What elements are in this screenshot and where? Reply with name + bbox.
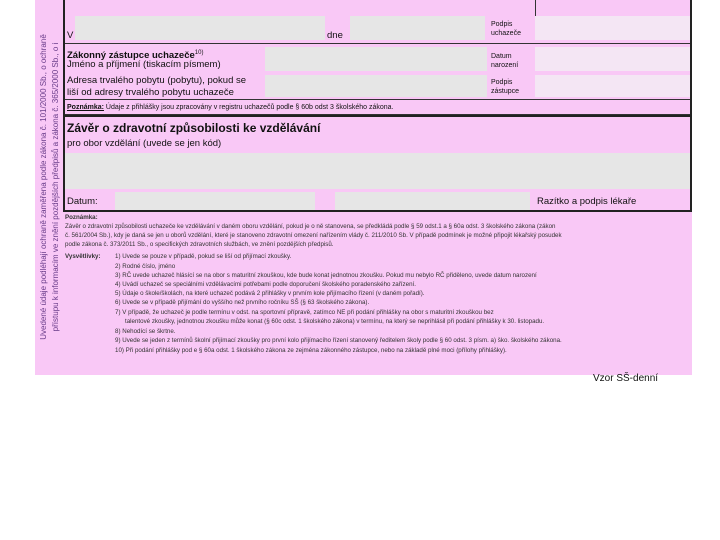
health-field[interactable] [65,153,690,189]
note-line-13: 9) Uvede se jeden z termínů školní přijímací zkoušky pro první kolo přijímacího řízení stanovený ředitelem školy podle § 60 odst. 3 písm. a) ško. školského zákona. [115,337,562,344]
date-word: dne [327,30,343,41]
guardian-dob-label: Datum narození [491,53,519,69]
guardian-name-field[interactable] [265,47,487,71]
note-line-1: Závěr o zdravotní způsobilosti uchazeče ke vzdělávání v daném oboru vzdělání, pokud je o ně stanovena, se předkládá podle § 59 odst.1 a § 60a odst. 3 školského zákona (zákon [65,223,556,230]
health-date-field[interactable] [115,192,315,210]
guardian-footnote: 10) [194,50,204,56]
note-line-4: 1) Uvede se pouze v případě, pokud se liší od přijímací zkoušky. [115,253,292,260]
side-privacy-note [33,4,67,370]
form-template-label: Vzor SŠ-denní [593,373,659,384]
registry-note-row [65,100,690,115]
health-title: Závěr o zdravotní způsobilosti ke vzdělávání [67,121,321,135]
note-line-3: podle zákona č. 373/2011 Sb., o specifických zdravotních službách, ve znění pozdějších předpisů. [65,241,334,248]
guardian-dob-field[interactable] [535,47,690,71]
place-field[interactable] [75,16,325,40]
note-line-8: 5) Údaje o škole/školách, na které uchazeč podává 2 přihlášky v prvním kole přijímacího řízení (v daném pořadí). [115,290,425,297]
note-line-11: talentové zkoušky, jednotnou zkoušku může konat (§ 60c odst. 1 školského zákona) v termínu, na který se neprihlásil při podání přihlášky k 30. listopadu. [125,318,545,325]
guardian-address-label: Adresa trvalého pobytu (pobytu), pokud se liší od adresy trvalého pobytu uchazeče [67,75,247,98]
applicant-signature-field[interactable] [535,16,690,40]
note-line-14: 10) Při podání přihlášky pod e § 60a odst. 1 školského zákona ze zejména zákonného zástupce, nebo na základě plné moci (přílohy přihlášky). [115,347,507,354]
explanatory-notes [63,212,692,370]
notes-lead: Vysvětlivky: [65,253,101,260]
side-note-line-2: přístupu k informacím ve znění pozdějších předpisů a zákona č. 365/2000 Sb., o i [51,42,60,332]
note-line-7: 4) Uvádí uchazeč se speciálními vzdělávacími potřebami podle doporučení školského poradenského zařízení. [115,281,416,288]
place-prefix: V [67,30,74,41]
date-field[interactable] [350,16,485,40]
side-note-line-1: Uvedené údaje podléhají ochraně zaměřena podle zákona č. 101/2000 Sb., o ochraně [39,34,48,340]
guardian-signature-field[interactable] [535,75,690,97]
applicant-signature-label: Podpis uchazeče [491,21,521,37]
registry-note: Poznámka: Údaje z přihlášky jsou zpracovány v registru uchazečů podle § 60b odst 3 školského zákona. [67,104,394,111]
health-subtitle: pro obor vzdělání (uvede se jen kód) [67,138,222,149]
guardian-address-field[interactable] [265,75,487,97]
note-line-10: 7) V případě, že uchazeč je podle termínu v odst. na sportovní přípravě, zatímco NE při podání přihlášky na obor s maturitní zkouškou bez [115,309,494,316]
place-date-row [65,0,690,44]
application-form [63,0,692,212]
guardian-title: Zákonný zástupce uchazeče$^{10)}$ [67,50,204,62]
note-line-9: 6) Uvede se v případě přijímání do vyššího než prvního ročníku SŠ (§ 63 školského zákona). [115,299,370,306]
guardian-row [65,44,690,100]
note-line-2: č. 561/2004 Sb.), kdy je daná se jen u oborů vzdělání, které je stanoveno zdravotní omezení nařízením vlády č. 211/2010 Sb. V případě podmínek je možné připojit lékařský posudek [65,232,562,239]
doctor-stamp-field[interactable] [335,192,530,210]
health-section [65,115,690,214]
note-line-5: 2) Rodné číslo, jméno [115,263,176,270]
doctor-stamp-label: Razítko a podpis lékaře [537,196,637,207]
note-line-6: 3) RČ uvede uchazeč hlásící se na obor s maturitní zkouškou, kde bude konat jednotnou zkoušku. Pokud mu nebylo RČ přiděleno, uvede datum narození [115,272,537,279]
health-date-label: Datum: [67,196,98,207]
notes-title: Poznámka: [65,214,98,221]
guardian-name-label: Jméno a příjmení (tiskacím písmem) [67,59,221,70]
guardian-signature-label: Podpis zástupce [491,79,520,95]
note-line-12: 8) Nehodící se škrtne. [115,328,176,335]
